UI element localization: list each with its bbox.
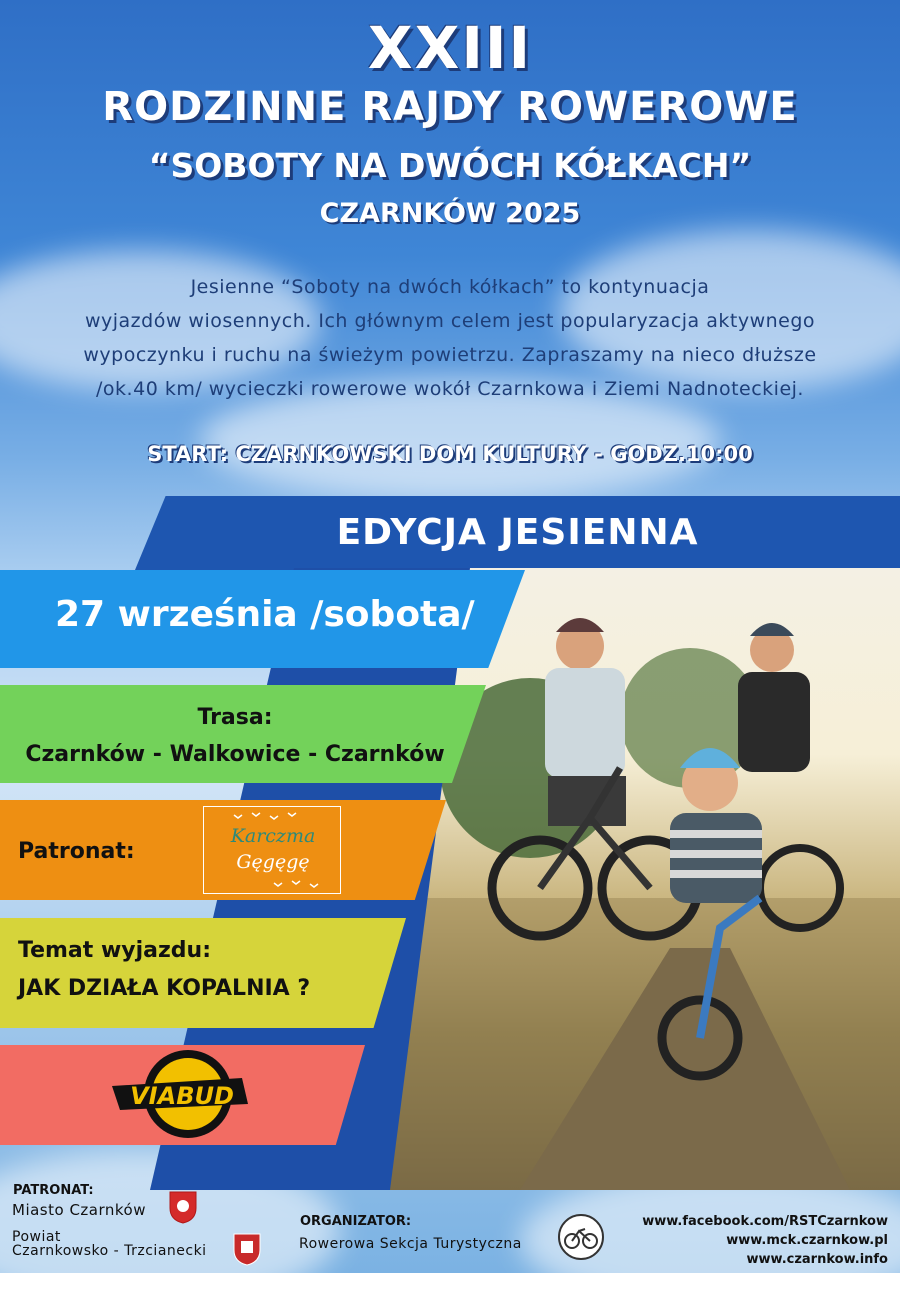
- description-line: wypoczynku i ruchu na świeżym powietrzu. Zapraszamy na nieco dłuższe: [83, 344, 817, 366]
- page-title: RODZINNE RAJDY ROWEROWE: [102, 84, 798, 130]
- edition-label: EDYCJA JESIENNA: [336, 512, 699, 553]
- viabud-logo-graphic: [112, 1048, 252, 1140]
- start-info: START: CZARNKOWSKI DOM KULTURY - GODZ.10:00: [147, 442, 753, 466]
- description-line: Jesienne “Soboty na dwóch kółkach” to kontynuacja: [190, 276, 710, 298]
- theme-text: JAK DZIAŁA KOPALNIA ?: [18, 976, 311, 1001]
- city-year: CZARNKÓW 2025: [319, 198, 581, 229]
- county-crest-graphic: [232, 1232, 262, 1266]
- description-line: wyjazdów wiosennych. Ich głównym celem jest popularyzacja aktywnego: [84, 310, 816, 332]
- theme-label: Temat wyjazdu:: [18, 938, 212, 963]
- viabud-logo: [112, 1048, 252, 1140]
- karczma-logo-line2: Gęgęgę: [236, 851, 310, 873]
- event-date: 27 września /sobota/: [55, 594, 475, 635]
- description: [18, 270, 882, 406]
- description-line: /ok.40 km/ wycieczki rowerowe wokół Czarnkowa i Ziemi Nadnoteckiej.: [96, 378, 804, 400]
- route-text: Czarnków - Walkowice - Czarnków: [25, 742, 445, 767]
- footer-organizer-label: ORGANIZATOR:: [300, 1214, 412, 1229]
- karczma-logo-line1: Karczma: [230, 825, 316, 847]
- footer-organizer: Rowerowa Sekcja Turystyczna: [299, 1236, 522, 1252]
- footer-links: [642, 1212, 888, 1269]
- theme-bar: [0, 918, 406, 1028]
- city-crest-icon: [168, 1190, 198, 1224]
- county-crest-icon: [232, 1232, 262, 1266]
- city-link[interactable]: www.czarnkow.info: [746, 1252, 888, 1267]
- edition-number: XXIII: [367, 14, 533, 82]
- footer-patron-county-line1: Powiat: [12, 1229, 61, 1245]
- footer-patronage-label: PATRONAT:: [13, 1183, 94, 1198]
- footer-patron-county-line2: Czarnkowsko - Trzcianecki: [12, 1243, 207, 1259]
- viabud-logo-text: VIABUD: [130, 1082, 234, 1110]
- mck-link[interactable]: www.mck.czarnkow.pl: [726, 1233, 888, 1248]
- karczma-logo: [203, 806, 341, 894]
- facebook-link[interactable]: www.facebook.com/RSTCzarnkow: [642, 1214, 888, 1229]
- footer-patron-city: Miasto Czarnków: [12, 1201, 146, 1219]
- birds-decoration: [204, 807, 340, 893]
- patron-label: Patronat:: [18, 839, 135, 864]
- footer-patron-county: [12, 1230, 207, 1258]
- organizer-logo-graphic: [557, 1213, 605, 1261]
- city-crest-graphic: [168, 1190, 198, 1224]
- organizer-logo-icon: [557, 1213, 605, 1261]
- route-label: Trasa:: [197, 705, 273, 730]
- route-bar: [0, 685, 486, 783]
- page-subtitle: “SOBOTY NA DWÓCH KÓŁKACH”: [148, 146, 752, 185]
